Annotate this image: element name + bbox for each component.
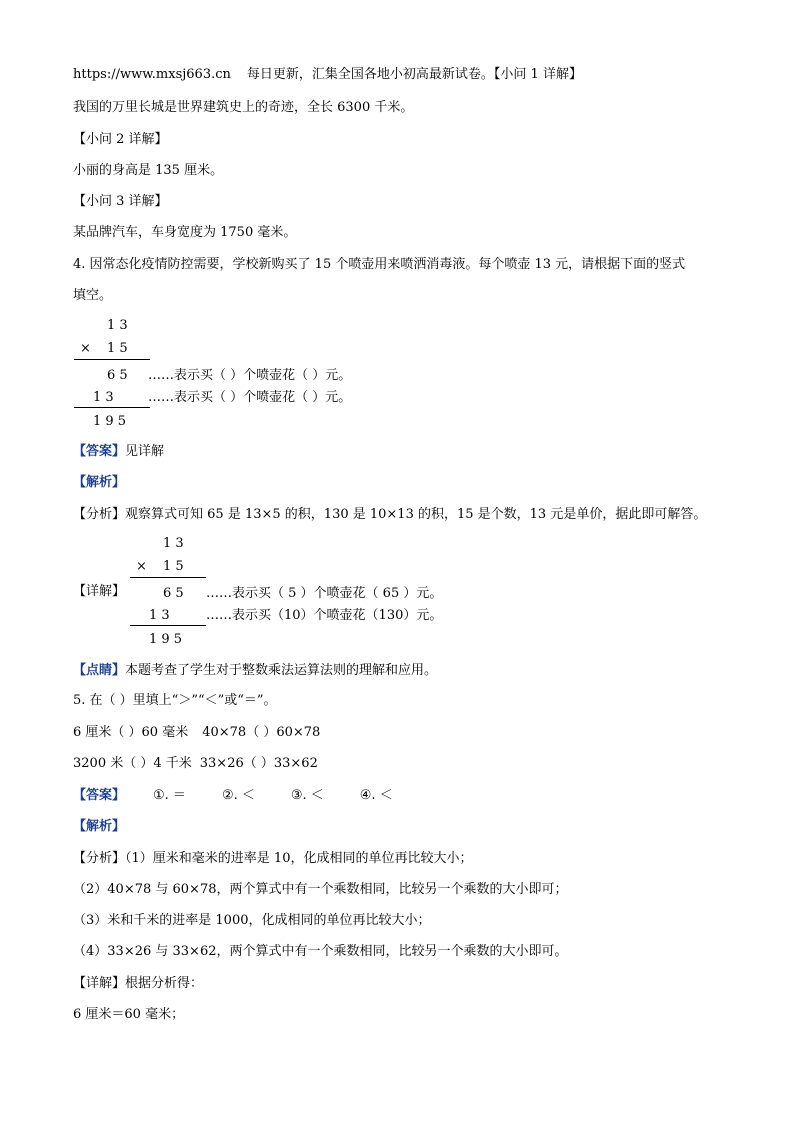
detail-multiplicand: 1 3 — [163, 536, 184, 551]
analysis-tag: 【解析】 — [73, 475, 126, 490]
sub-question-1-heading: 【小问 1 详解】 — [493, 67, 582, 82]
compare-2a: 3200 米（ ）4 千米 — [73, 756, 192, 771]
partial-product-1: 6 5 — [107, 368, 128, 383]
fenxi-text: 观察算式可知 65 是 13×5 的积，130 是 10×13 的积，15 是个数，13 元是单价，据此即可解答。 — [125, 507, 707, 522]
answer-tag: 【答案】 — [73, 444, 126, 459]
sub-question-2-heading: 【小问 2 详解】 — [73, 132, 168, 147]
detail-multiplier: 1 5 — [163, 559, 184, 574]
compare-1a: 6 厘米（ ）60 毫米 — [73, 725, 189, 740]
analysis-row — [73, 506, 706, 524]
detail-partial-product-1-desc: ……表示买（ 5 ）个喷壶花（ 65 ）元。 — [206, 586, 443, 601]
answer-row — [73, 443, 164, 461]
q5-fenxi-3: （3）米和千米的进率是 1000，化成相同的单位再比较大小； — [73, 913, 431, 928]
detail-partial-product-2: 1 3 — [149, 608, 170, 623]
q5-fenxi-4: （4）33×26 与 33×62，两个算式中有一个乘数相同，比较另一个乘数的大小即可。 — [73, 944, 568, 959]
q5-answer-4: ④. ＜ — [359, 788, 393, 803]
q5-fenxi-tag: 【分析】 — [73, 851, 126, 866]
product: 1 9 5 — [93, 414, 127, 429]
q5-answer-3: ③. ＜ — [290, 788, 324, 803]
detail-rule-1 — [130, 577, 206, 578]
answer-1: 我国的万里长城是世界建筑史上的奇迹，全长 6300 千米。 — [73, 100, 414, 115]
partial-product-2-desc: ……表示买（ ）个喷壶花（ ）元。 — [148, 390, 352, 405]
q5-analysis-tag: 【解析】 — [73, 819, 126, 834]
question-4-stem-cont: 填空。 — [73, 288, 113, 303]
multiplier: 1 5 — [107, 341, 128, 356]
detail-tag: 【详解】 — [73, 584, 126, 599]
comment-text: 本题考查了学生对于整数乘法运算法则的理解和应用。 — [125, 663, 438, 678]
compare-row-1 — [73, 724, 320, 742]
calc-rule-2 — [74, 407, 150, 408]
answer-2: 小丽的身高是 135 厘米。 — [73, 163, 224, 178]
detail-partial-product-2-desc: ……表示买（10）个喷壶花（130）元。 — [206, 608, 443, 623]
multiplicand: 1 3 — [107, 318, 128, 333]
header-line — [73, 66, 582, 84]
sub-question-3-heading: 【小问 3 详解】 — [73, 194, 168, 209]
comment-row — [73, 662, 437, 680]
q5-detail-row — [73, 975, 203, 993]
compare-1b: 40×78（ ）60×78 — [202, 725, 321, 740]
q5-detail-intro: 根据分析得： — [125, 976, 204, 991]
partial-product-2: 1 3 — [93, 390, 114, 405]
partial-product-1-desc: ……表示买（ ）个喷壶花（ ）元。 — [148, 368, 352, 383]
times-sign: × — [80, 341, 91, 356]
compare-row-2 — [73, 755, 318, 773]
q5-detail-tag: 【详解】 — [73, 976, 126, 991]
detail-product: 1 9 5 — [149, 632, 183, 647]
q5-answer-2: ②. ＜ — [221, 788, 255, 803]
detail-rule-2 — [130, 625, 206, 626]
fenxi-tag: 【分析】 — [73, 507, 126, 522]
question-5-stem: 5. 在（ ）里填上“＞”“＜”或“＝”。 — [73, 693, 277, 708]
question-4-stem: 4. 因常态化疫情防控需要，学校新购买了 15 个喷壶用来喷洒消毒液。每个喷壶 13 元，请根据下面的竖式 — [73, 257, 686, 272]
source-url: https://www.mxsj663.cn — [73, 67, 231, 82]
detail-times-sign: × — [136, 559, 147, 574]
calc-rule-1 — [74, 359, 150, 360]
q5-answer-row — [73, 787, 393, 805]
q5-answer-1: ①. ＝ — [153, 788, 186, 803]
q5-fenxi-1: （1）厘米和毫米的进率是 10，化成相同的单位再比较大小； — [125, 851, 473, 866]
detail-partial-product-1: 6 5 — [163, 586, 184, 601]
q5-fenxi-2: （2）40×78 与 60×78，两个算式中有一个乘数相同，比较另一个乘数的大小即可； — [73, 882, 568, 897]
answer-text: 见详解 — [125, 444, 165, 459]
q5-fenxi-row-1 — [73, 850, 472, 868]
header-slogan: 每日更新，汇集全国各地小初高最新试卷。 — [246, 67, 494, 82]
q5-answer-tag: 【答案】 — [73, 788, 126, 803]
compare-2b: 33×26（ ）33×62 — [199, 756, 318, 771]
answer-3: 某品牌汽车，车身宽度为 1750 毫米。 — [73, 225, 297, 240]
comment-tag: 【点睛】 — [73, 663, 126, 678]
q5-detail-1: 6 厘米＝60 毫米； — [73, 1007, 185, 1022]
